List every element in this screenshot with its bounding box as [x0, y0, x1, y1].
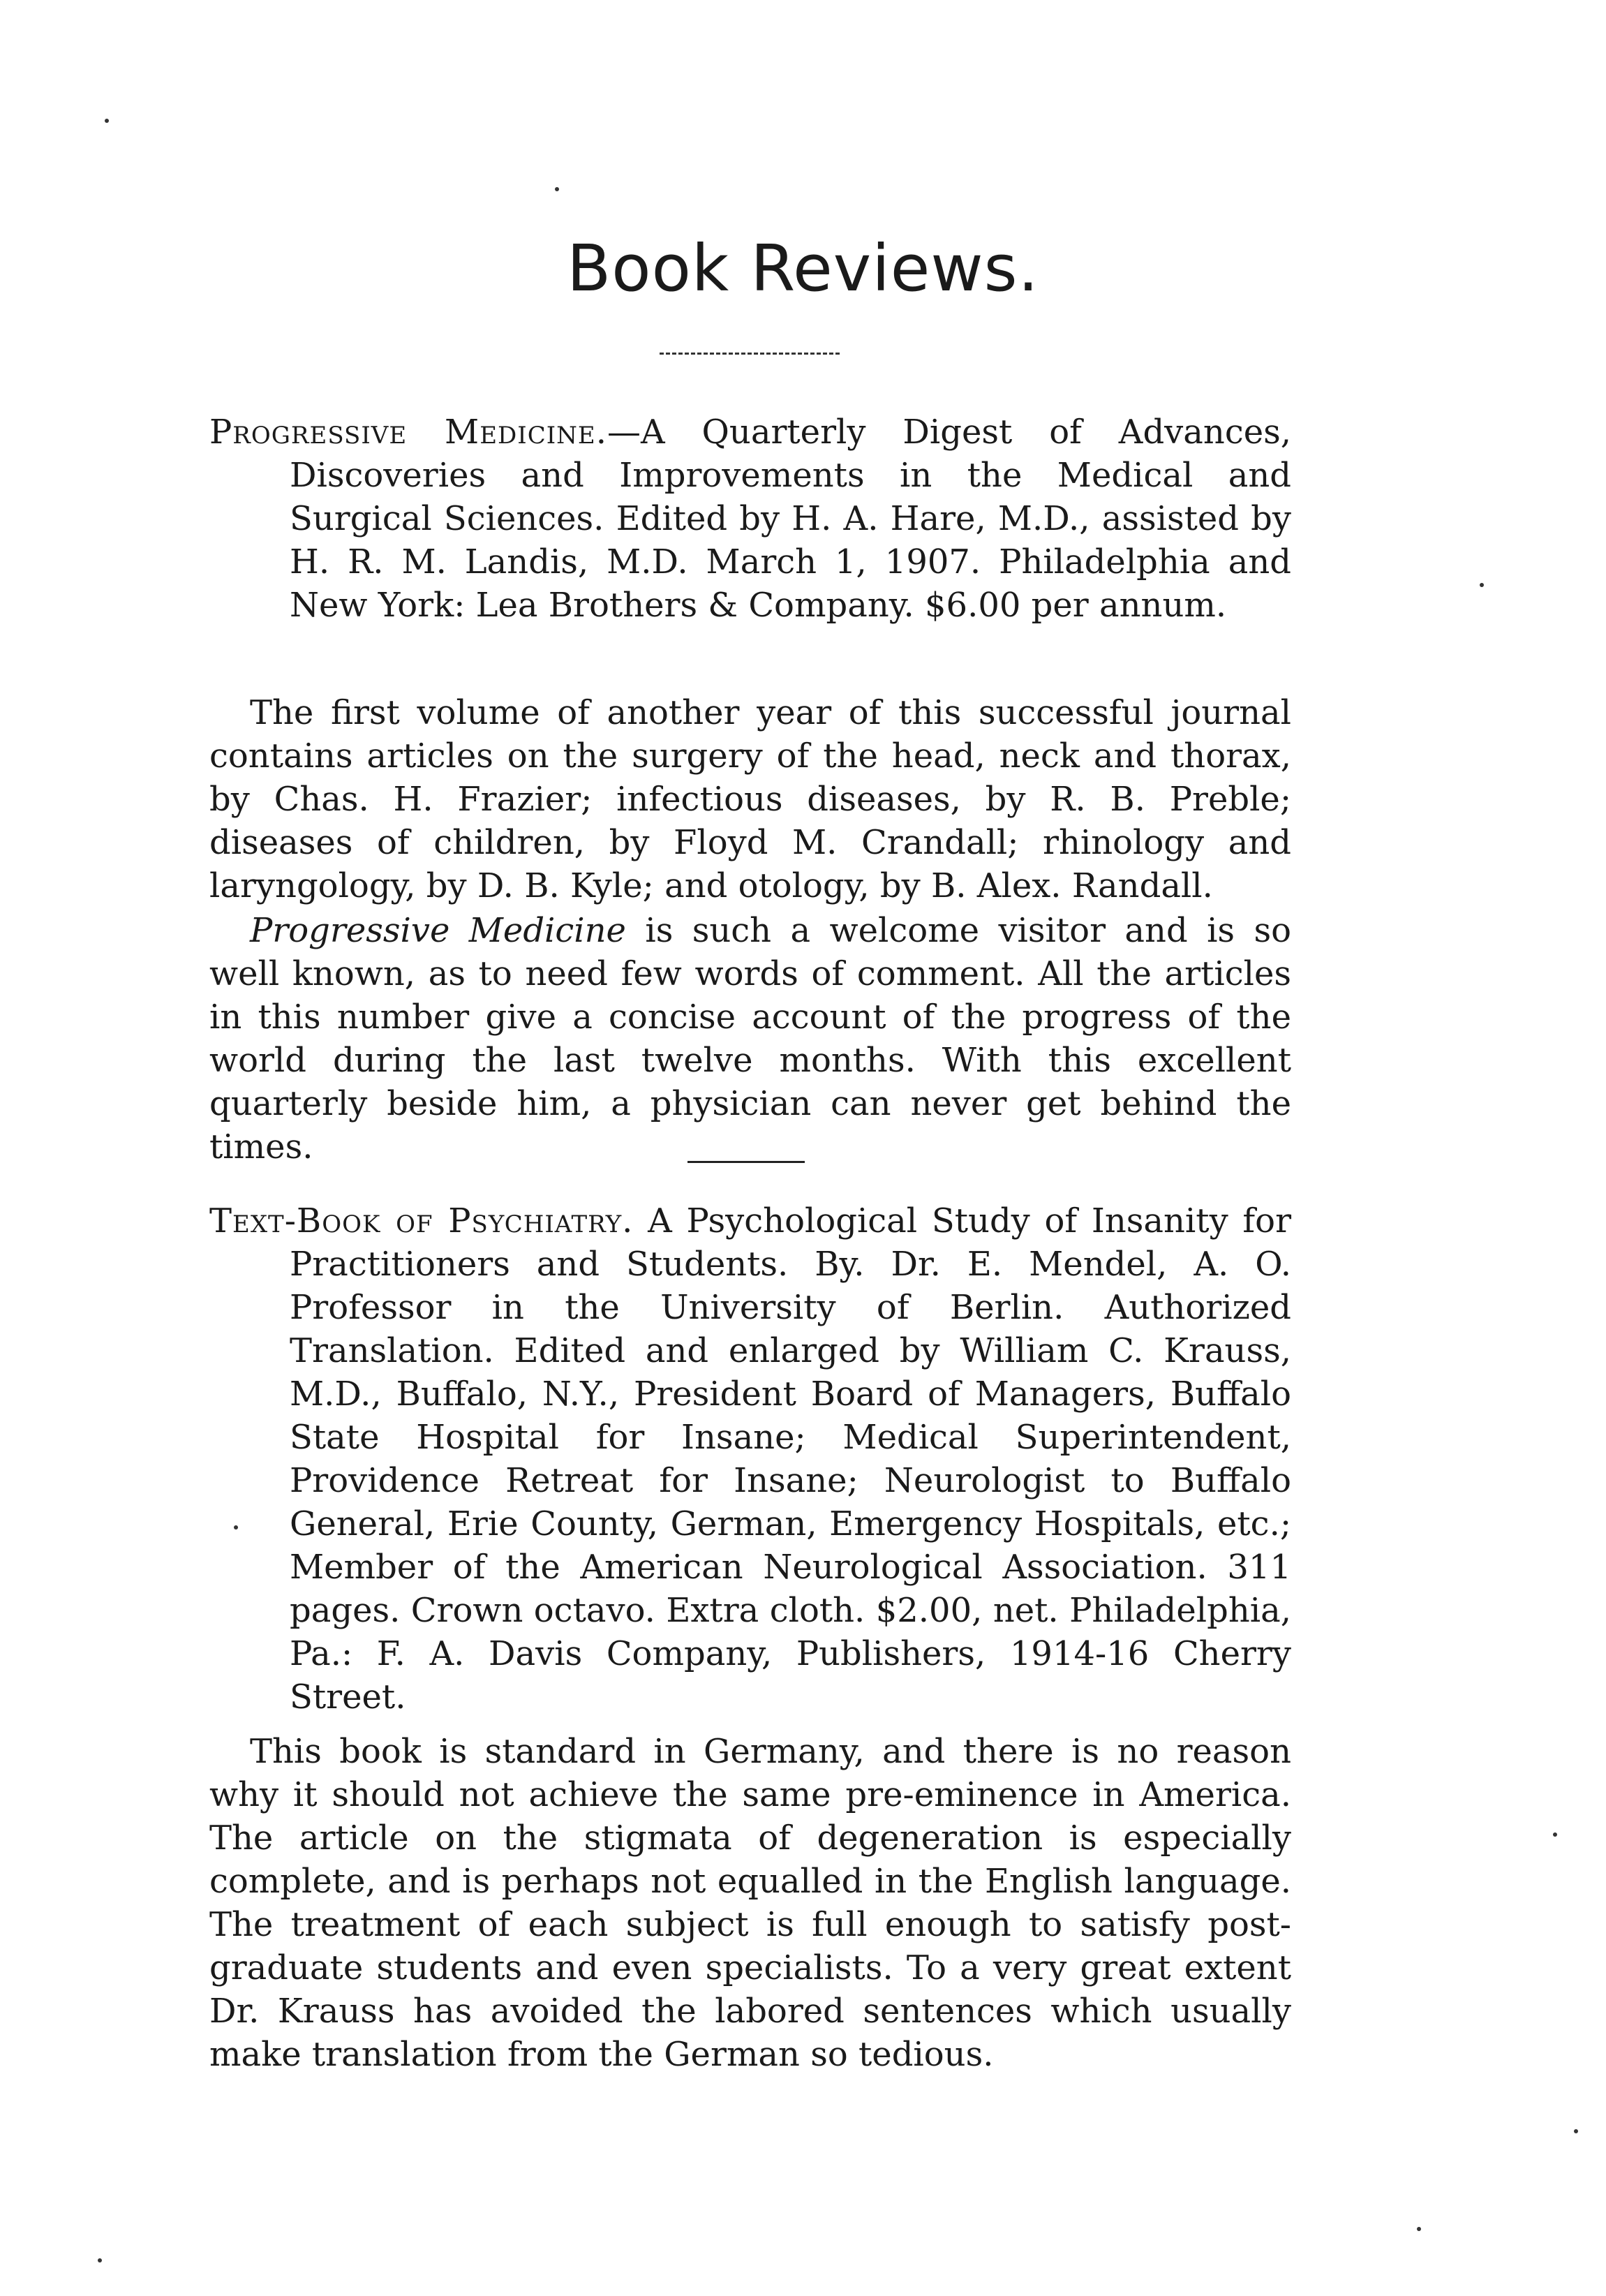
review-1-text: [209, 691, 1291, 908]
review-divider: [687, 1161, 805, 1163]
review-2-citation: [209, 1199, 1291, 1719]
review-1-citation-details: —A Quarterly Digest of Advances, Discoveries and Improvements in the Medical and Surgical Sciences. Edited by H. A. Hare, M.D., assisted by H. R. M. Landis, M.D. March 1, 1907. Philadelphia and New York: Lea Brothers & Company. $6.00 per annum.: [290, 413, 1292, 625]
title-divider: [660, 353, 840, 355]
review-2-paragraph: This book is standard in Germany, and there is no reason why it should not achieve the same pre-eminence in America. The article on the stigmata of degeneration is especially complete, and is perhaps not equalled in the English language. The treatment of each subject is full enough to satisfy post-graduate students and even specialists. To a very great extent Dr. Krauss has avoided the labored sentences which usually make translation from the German so tedious.: [209, 1732, 1291, 2074]
scan-speck: [105, 119, 109, 123]
scan-speck: [1417, 2227, 1421, 2231]
scan-speck: [234, 1525, 238, 1530]
review-1-journal-name: Progressive Medicine: [250, 911, 626, 950]
review-2-citation-details: A Psychological Study of Insanity for Practitioners and Students. By. Dr. E. Mendel, A. O. Professor in the University of Berlin. Authorized Translation. Edited and enlarged by William C. Krauss, M.D., Buffalo, N.Y., President Board of Managers, Buffalo State Hospital for Insane; Medical Superintendent, Providence Retreat for Insane; Neurologist to Buffalo General, Erie County, German, Emergency Hospitals, etc.; Member of the American Neurological Association. 311 pages. Crown octavo. Extra cloth. $2.00, net. Philadelphia, Pa.: F. A. Davis Company, Publishers, 1914-16 Cherry Street.: [290, 1201, 1292, 1717]
review-1-book-title: Progressive Medicine.: [209, 413, 607, 452]
scan-speck: [555, 187, 559, 191]
review-1-paragraph-1: The first volume of another year of this successful journal contains articles on the surgery of the head, neck and thorax, by Chas. H. Frazier; infectious diseases, by R. B. Preble; diseases of children, by Floyd M. Crandall; rhinology and laryngology, by D. B. Kyle; and otology, by B. Alex. Randall.: [209, 693, 1291, 905]
review-2-book-title: Text-Book of Psychiatry.: [209, 1201, 634, 1240]
scan-speck: [1480, 583, 1484, 587]
scan-speck: [1553, 1832, 1557, 1837]
scan-speck: [1574, 2129, 1578, 2133]
review-2-text: [209, 1730, 1291, 2076]
review-1-text-continued: [209, 909, 1291, 1169]
review-1-paragraph-2: is such a welcome visitor and is so well known, as to need few words of comment. All the articles in this number give a concise account of the progress of the world during the last twelve months. With this excellent quarterly beside him, a physician can never get behind the times.: [209, 911, 1291, 1166]
review-1-citation: [209, 410, 1291, 627]
scan-speck: [98, 2258, 102, 2262]
page-title: Book Reviews.: [567, 231, 1039, 306]
